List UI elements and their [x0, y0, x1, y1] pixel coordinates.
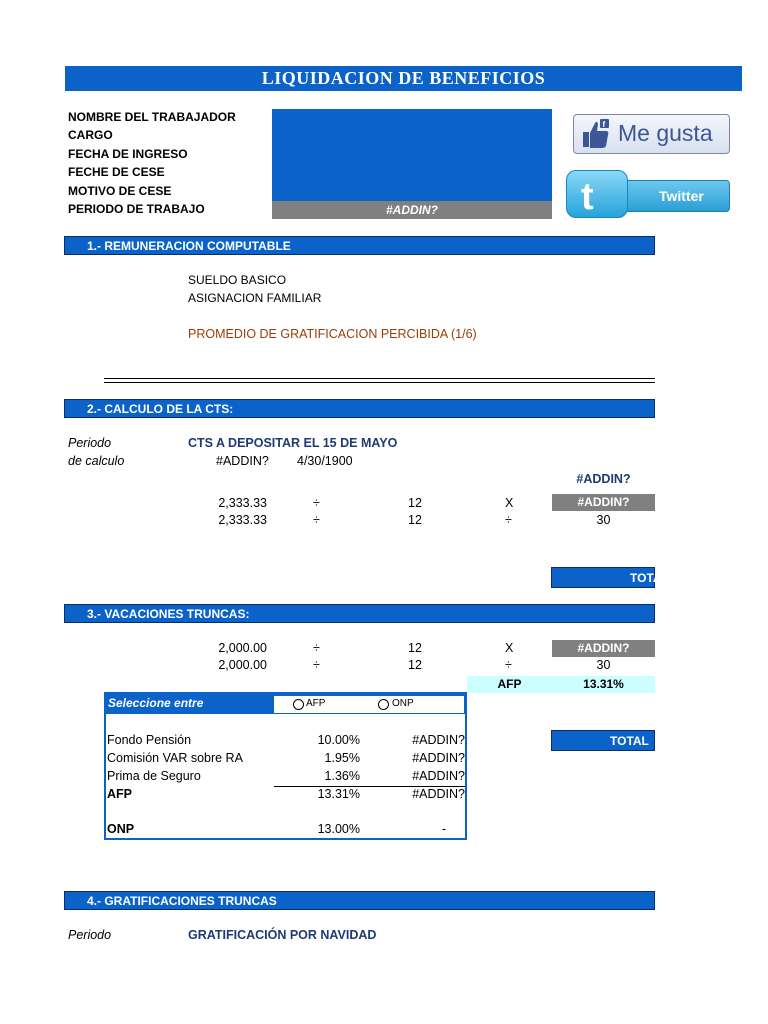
- section-remuneracion: 1.- REMUNERACION COMPUTABLE: [64, 236, 655, 255]
- radio-afp[interactable]: [274, 696, 346, 713]
- radio-afp-circle[interactable]: [293, 699, 304, 710]
- cts-row1-op2: X: [505, 496, 514, 510]
- thumbs-up-icon: [582, 119, 610, 149]
- cts-total-label: TOTA: [551, 567, 655, 588]
- pension-row-pct-afp: 13.31%: [317, 787, 360, 801]
- promedio-gratificacion-label: PROMEDIO DE GRATIFICACION PERCIBIDA (1/6): [188, 327, 477, 341]
- pension-row-label: Prima de Seguro: [107, 769, 201, 783]
- asignacion-familiar-label: ASIGNACION FAMILIAR: [188, 291, 322, 305]
- pension-row-value: #ADDIN?: [412, 769, 465, 783]
- pension-row-label-onp: ONP: [107, 822, 135, 836]
- cts-row1-result: #ADDIN?: [552, 494, 655, 511]
- vac-row1-op1: ÷: [313, 641, 320, 655]
- pension-row-pct: 1.95%: [324, 751, 360, 765]
- pension-header: [106, 694, 465, 714]
- pension-row-value-afp: #ADDIN?: [412, 787, 465, 801]
- worker-data-cells[interactable]: [272, 109, 552, 201]
- radio-onp[interactable]: [346, 696, 464, 713]
- divider-line-2: [104, 382, 655, 383]
- cts-row1-amount: 2,333.33: [218, 496, 267, 510]
- pension-row-label: Fondo Pensión: [107, 733, 192, 747]
- sueldo-basico-label: SUELDO BASICO: [188, 273, 287, 287]
- twitter-label: Twitter: [659, 188, 704, 204]
- cts-periodo-label: Periodo: [68, 436, 112, 450]
- radio-onp-label: ONP: [392, 698, 414, 709]
- vac-row2-op2: ÷: [505, 658, 512, 672]
- pension-row-value-onp: -: [441, 822, 446, 836]
- vac-row1-op2: X: [505, 641, 514, 655]
- cts-row2-amount: 2,333.33: [218, 513, 267, 527]
- radio-afp-label: AFP: [306, 698, 326, 709]
- cts-row2-result: 30: [596, 513, 611, 527]
- vac-afp-label: AFP: [467, 676, 552, 693]
- like-label: Me gusta: [618, 120, 713, 146]
- section-gratificaciones: 4.- GRATIFICACIONES TRUNCAS: [64, 891, 655, 910]
- cts-row2-div: 12: [408, 513, 422, 527]
- pension-selector-panel: [104, 692, 467, 840]
- section-vacaciones: 3.- VACACIONES TRUNCAS:: [64, 604, 655, 623]
- pension-row-label: Comisión VAR sobre RA: [107, 751, 243, 765]
- label-fecha-ingreso: FECHA DE INGRESO: [68, 147, 188, 161]
- grat-periodo-label: Periodo: [68, 928, 112, 942]
- label-motivo-cese: MOTIVO DE CESE: [68, 184, 172, 198]
- label-fecha-cese: FECHE DE CESE: [68, 165, 165, 179]
- page-title: LIQUIDACION DE BENEFICIOS: [65, 66, 742, 91]
- vac-row2-result: 30: [596, 658, 611, 672]
- pension-row-value: #ADDIN?: [412, 751, 465, 765]
- cts-date: 4/30/1900: [297, 454, 353, 468]
- svg-text:f: f: [602, 120, 606, 129]
- pension-row-pct: 1.36%: [324, 769, 360, 783]
- label-cargo: CARGO: [68, 128, 113, 142]
- label-periodo-trabajo: PERIODO DE TRABAJO: [68, 202, 205, 216]
- section-cts: 2.- CALCULO DE LA CTS:: [64, 399, 655, 418]
- svg-text:t: t: [581, 176, 594, 218]
- twitter-button[interactable]: [566, 170, 732, 218]
- vac-row2-op1: ÷: [313, 658, 320, 672]
- vac-row1-amount: 2,000.00: [218, 641, 267, 655]
- cts-addin-b: #ADDIN?: [576, 472, 631, 486]
- cts-row2-op1: ÷: [313, 513, 320, 527]
- periodo-trabajo-value: #ADDIN?: [272, 201, 552, 219]
- cts-de-calculo-label: de calculo: [68, 454, 125, 468]
- cts-heading: CTS A DEPOSITAR EL 15 DE MAYO: [188, 436, 398, 450]
- pension-row-value: #ADDIN?: [412, 733, 465, 747]
- radio-onp-circle[interactable]: [378, 699, 389, 710]
- divider-line-1: [104, 378, 655, 379]
- cts-row2-op2: ÷: [505, 513, 512, 527]
- select-label: Seleccione entre: [108, 696, 204, 710]
- grat-heading: GRATIFICACIÓN POR NAVIDAD: [188, 928, 377, 942]
- cts-row1-op1: ÷: [313, 496, 320, 510]
- vac-row1-result: #ADDIN?: [552, 640, 655, 657]
- vac-row2-amount: 2,000.00: [218, 658, 267, 672]
- vac-row1-div: 12: [408, 641, 422, 655]
- vac-row2-div: 12: [408, 658, 422, 672]
- vac-afp-value: 13.31%: [552, 676, 655, 693]
- pension-row-pct: 10.00%: [317, 733, 360, 747]
- cts-row1-div: 12: [408, 496, 422, 510]
- facebook-like-button[interactable]: [573, 114, 730, 154]
- twitter-bird-icon: [566, 170, 628, 218]
- vac-total-label: TOTAL V: [551, 730, 655, 751]
- pension-row-pct-onp: 13.00%: [317, 822, 360, 836]
- cts-addin-a: #ADDIN?: [216, 454, 269, 468]
- pension-row-label-afp: AFP: [107, 787, 132, 801]
- label-nombre: NOMBRE DEL TRABAJADOR: [68, 110, 236, 124]
